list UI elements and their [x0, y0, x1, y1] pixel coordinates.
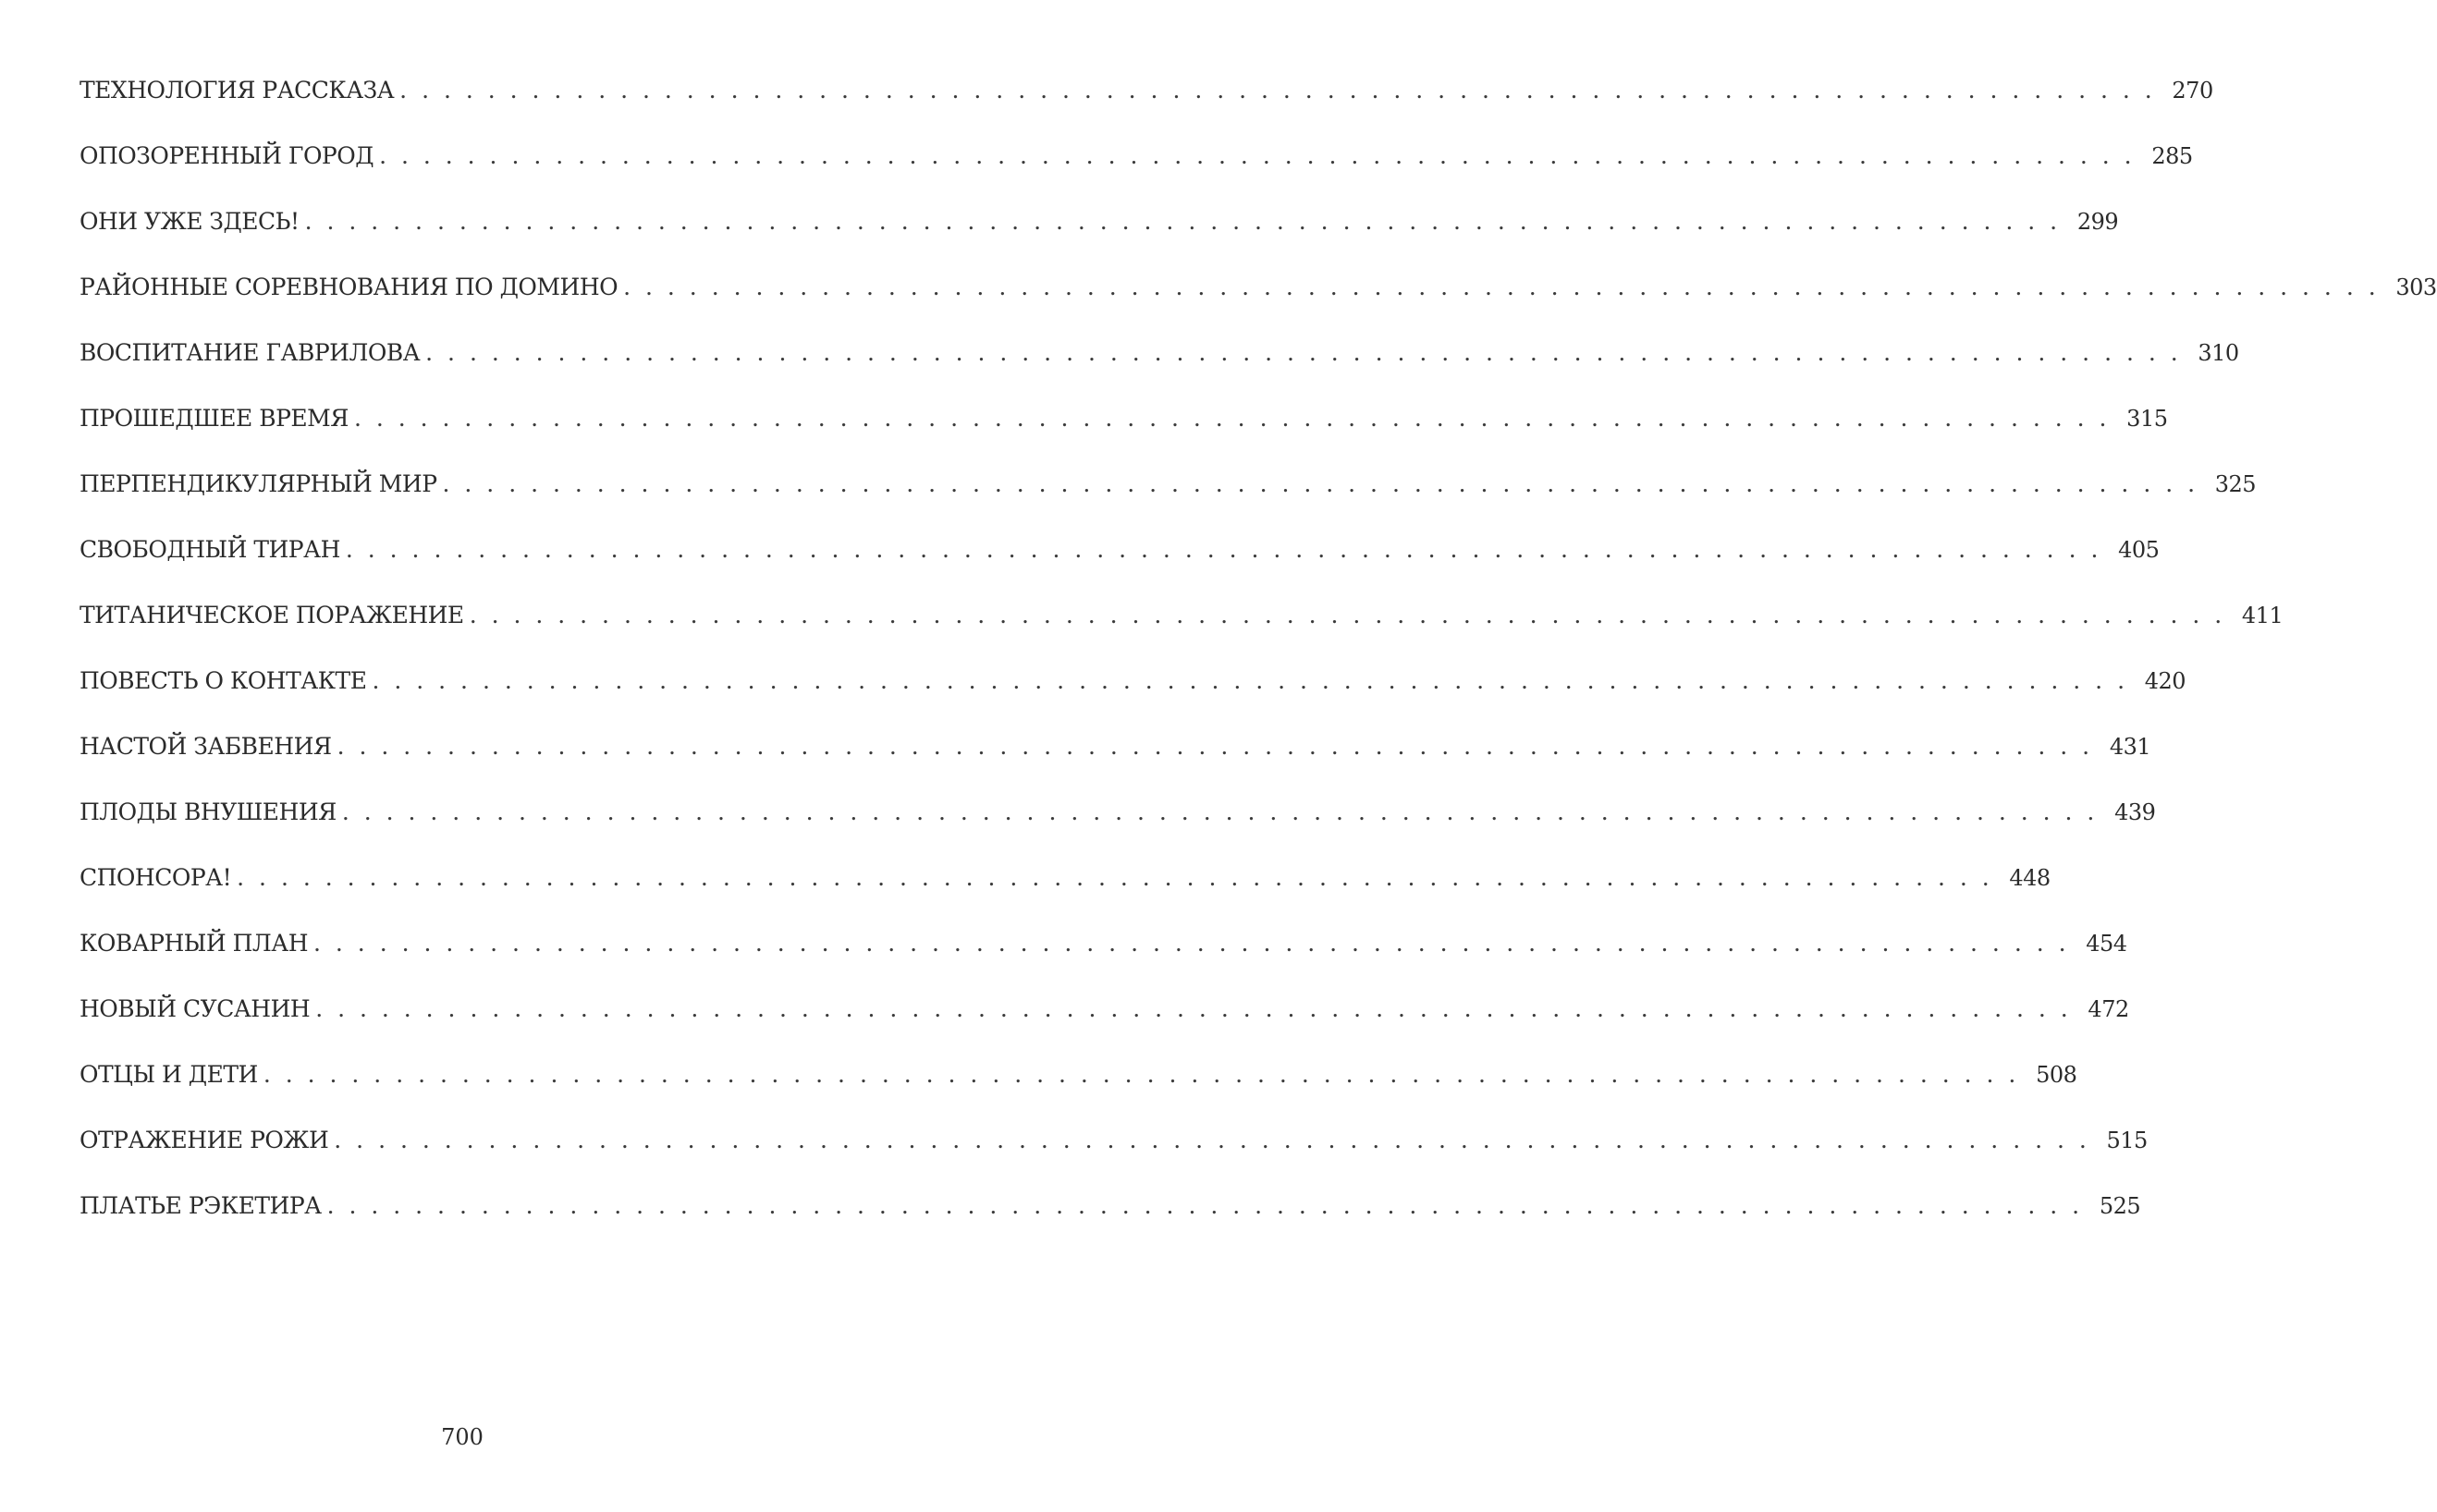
- toc-entry-title: ОПОЗОРЕННЫЙ ГОРОД: [80, 142, 374, 169]
- toc-entry[interactable]: [80, 663, 2186, 728]
- toc-leader-dots: . . . . . . . . . . . . . . . . . . . . . . . . . . . . . . . . . . . . . . . . . . . . . . . . . . . . . . . . . . . . . . . . . . . . . . . . . . . . . . . .: [623, 274, 2380, 300]
- toc-leader-dots: . . . . . . . . . . . . . . . . . . . . . . . . . . . . . . . . . . . . . . . . . . . . . . . . . . . . . . . . . . . . . . . . . . . . . . . . . . . . . . . .: [353, 405, 2111, 432]
- toc-entry-title: КОВАРНЫЙ ПЛАН: [80, 930, 309, 957]
- toc-entry-page: 525: [2099, 1193, 2141, 1219]
- toc-entry-page: 454: [2086, 931, 2127, 957]
- toc-leader-dots: . . . . . . . . . . . . . . . . . . . . . . . . . . . . . . . . . . . . . . . . . . . . . . . . . . . . . . . . . . . . . . . . . . . . . . . . . . . . . . . .: [442, 470, 2199, 497]
- toc-entry-page: 299: [2076, 209, 2119, 235]
- toc-entry[interactable]: [80, 728, 2151, 794]
- toc-entry-page: 439: [2114, 799, 2156, 825]
- toc-entry-page: 472: [2088, 996, 2129, 1022]
- toc-leader-dots: . . . . . . . . . . . . . . . . . . . . . . . . . . . . . . . . . . . . . . . . . . . . . . . . . . . . . . . . . . . . . . . . . . . . . . . . . . . . . . . .: [304, 208, 2062, 235]
- toc-entry-title: ПРОШЕДШЕЕ ВРЕМЯ: [80, 405, 349, 432]
- toc-leader-dots: . . . . . . . . . . . . . . . . . . . . . . . . . . . . . . . . . . . . . . . . . . . . . . . . . . . . . . . . . . . . . . . . . . . . . . . . . . . . . . . .: [315, 995, 2072, 1022]
- toc-entry-title: ОТРАЖЕНИЕ РОЖИ: [80, 1127, 329, 1153]
- toc-entry[interactable]: [80, 1122, 2148, 1188]
- toc-entry-title: НОВЫЙ СУСАНИН: [80, 995, 311, 1022]
- toc-leader-dots: . . . . . . . . . . . . . . . . . . . . . . . . . . . . . . . . . . . . . . . . . . . . . . . . . . . . . . . . . . . . . . . . . . . . . . . . . . . . . . . .: [425, 339, 2182, 366]
- toc-entry-title: СПОНСОРА!: [80, 864, 232, 891]
- toc-entry-title: НАСТОЙ ЗАБВЕНИЯ: [80, 733, 332, 760]
- toc-entry-page: 420: [2144, 668, 2186, 694]
- toc-entry[interactable]: [80, 138, 2193, 203]
- toc-entry[interactable]: [80, 400, 2168, 466]
- toc-leader-dots: . . . . . . . . . . . . . . . . . . . . . . . . . . . . . . . . . . . . . . . . . . . . . . . . . . . . . . . . . . . . . . . . . . . . . . . . . . . . . . . .: [263, 1061, 2020, 1088]
- toc-entry[interactable]: [80, 466, 2257, 531]
- toc-entry-page: 515: [2106, 1128, 2148, 1153]
- toc-entry[interactable]: [80, 269, 2437, 335]
- toc-entry-page: 448: [2009, 865, 2051, 891]
- toc-leader-dots: . . . . . . . . . . . . . . . . . . . . . . . . . . . . . . . . . . . . . . . . . . . . . . . . . . . . . . . . . . . . . . . . . . . . . . . . . . . . . . . .: [326, 1192, 2084, 1219]
- toc-entry[interactable]: [80, 72, 2213, 138]
- toc-entry[interactable]: [80, 597, 2284, 663]
- toc-entry-page: 315: [2126, 406, 2168, 432]
- toc-entry-title: ТИТАНИЧЕСКОЕ ПОРАЖЕНИЕ: [80, 602, 464, 628]
- toc-entry-title: ОНИ УЖЕ ЗДЕСЬ!: [80, 208, 300, 235]
- toc-entry-title: РАЙОННЫЕ СОРЕВНОВАНИЯ ПО ДОМИНО: [80, 274, 618, 300]
- toc-entry-title: ПОВЕСТЬ О КОНТАКТЕ: [80, 667, 367, 694]
- toc-entry[interactable]: [80, 335, 2239, 400]
- toc-entry[interactable]: [80, 991, 2129, 1056]
- page-number: 700: [441, 1424, 484, 1450]
- toc-entry-page: 411: [2241, 603, 2284, 628]
- toc-leader-dots: . . . . . . . . . . . . . . . . . . . . . . . . . . . . . . . . . . . . . . . . . . . . . . . . . . . . . . . . . . . . . . . . . . . . . . . . . . . . . . . .: [334, 1127, 2090, 1153]
- toc-leader-dots: . . . . . . . . . . . . . . . . . . . . . . . . . . . . . . . . . . . . . . . . . . . . . . . . . . . . . . . . . . . . . . . . . . . . . . . . . . . . . . . .: [372, 667, 2129, 694]
- toc-leader-dots: . . . . . . . . . . . . . . . . . . . . . . . . . . . . . . . . . . . . . . . . . . . . . . . . . . . . . . . . . . . . . . . . . . . . . . . . . . . . . . . .: [237, 864, 1993, 891]
- toc-entry-title: СВОБОДНЫЙ ТИРАН: [80, 536, 340, 563]
- toc-entry-title: ОТЦЫ И ДЕТИ: [80, 1061, 258, 1088]
- toc-entry[interactable]: [80, 925, 2127, 991]
- toc-entry[interactable]: [80, 1056, 2077, 1122]
- toc-leader-dots: . . . . . . . . . . . . . . . . . . . . . . . . . . . . . . . . . . . . . . . . . . . . . . . . . . . . . . . . . . . . . . . . . . . . . . . . . . . . . . . .: [469, 602, 2226, 628]
- toc-leader-dots: . . . . . . . . . . . . . . . . . . . . . . . . . . . . . . . . . . . . . . . . . . . . . . . . . . . . . . . . . . . . . . . . . . . . . . . . . . . . . . . .: [345, 536, 2102, 563]
- toc-entry-title: ТЕХНОЛОГИЯ РАССКАЗА: [80, 77, 395, 104]
- toc-leader-dots: . . . . . . . . . . . . . . . . . . . . . . . . . . . . . . . . . . . . . . . . . . . . . . . . . . . . . . . . . . . . . . . . . . . . . . . . . . . . . . . .: [337, 733, 2094, 760]
- toc-entry-page: 310: [2198, 340, 2239, 366]
- toc-entry-title: ПЛОДЫ ВНУШЕНИЯ: [80, 799, 337, 825]
- toc-entry-page: 285: [2151, 143, 2193, 169]
- toc-entry-page: 303: [2395, 274, 2437, 300]
- table-of-contents: [80, 72, 2437, 1253]
- toc-entry-title: ПЛАТЬЕ РЭКЕТИРА: [80, 1192, 322, 1219]
- toc-entry-page: 508: [2036, 1062, 2077, 1088]
- toc-leader-dots: . . . . . . . . . . . . . . . . . . . . . . . . . . . . . . . . . . . . . . . . . . . . . . . . . . . . . . . . . . . . . . . . . . . . . . . . . . . . . . . .: [313, 930, 2070, 957]
- toc-entry[interactable]: [80, 1188, 2141, 1253]
- toc-entry-page: 325: [2214, 471, 2257, 497]
- toc-leader-dots: . . . . . . . . . . . . . . . . . . . . . . . . . . . . . . . . . . . . . . . . . . . . . . . . . . . . . . . . . . . . . . . . . . . . . . . . . . . . . . . .: [379, 142, 2136, 169]
- toc-entry-title: ВОСПИТАНИЕ ГАВРИЛОВА: [80, 339, 421, 366]
- toc-entry[interactable]: [80, 794, 2156, 860]
- toc-entry[interactable]: [80, 860, 2051, 925]
- toc-entry-page: 405: [2118, 537, 2160, 563]
- toc-entry-page: 431: [2109, 734, 2151, 760]
- toc-entry[interactable]: [80, 203, 2119, 269]
- toc-leader-dots: . . . . . . . . . . . . . . . . . . . . . . . . . . . . . . . . . . . . . . . . . . . . . . . . . . . . . . . . . . . . . . . . . . . . . . . . . . . . . . . .: [341, 799, 2099, 825]
- toc-entry-page: 270: [2172, 78, 2213, 104]
- toc-leader-dots: . . . . . . . . . . . . . . . . . . . . . . . . . . . . . . . . . . . . . . . . . . . . . . . . . . . . . . . . . . . . . . . . . . . . . . . . . . . . . . . .: [399, 77, 2156, 104]
- toc-entry[interactable]: [80, 531, 2160, 597]
- toc-entry-title: ПЕРПЕНДИКУЛЯРНЫЙ МИР: [80, 470, 437, 497]
